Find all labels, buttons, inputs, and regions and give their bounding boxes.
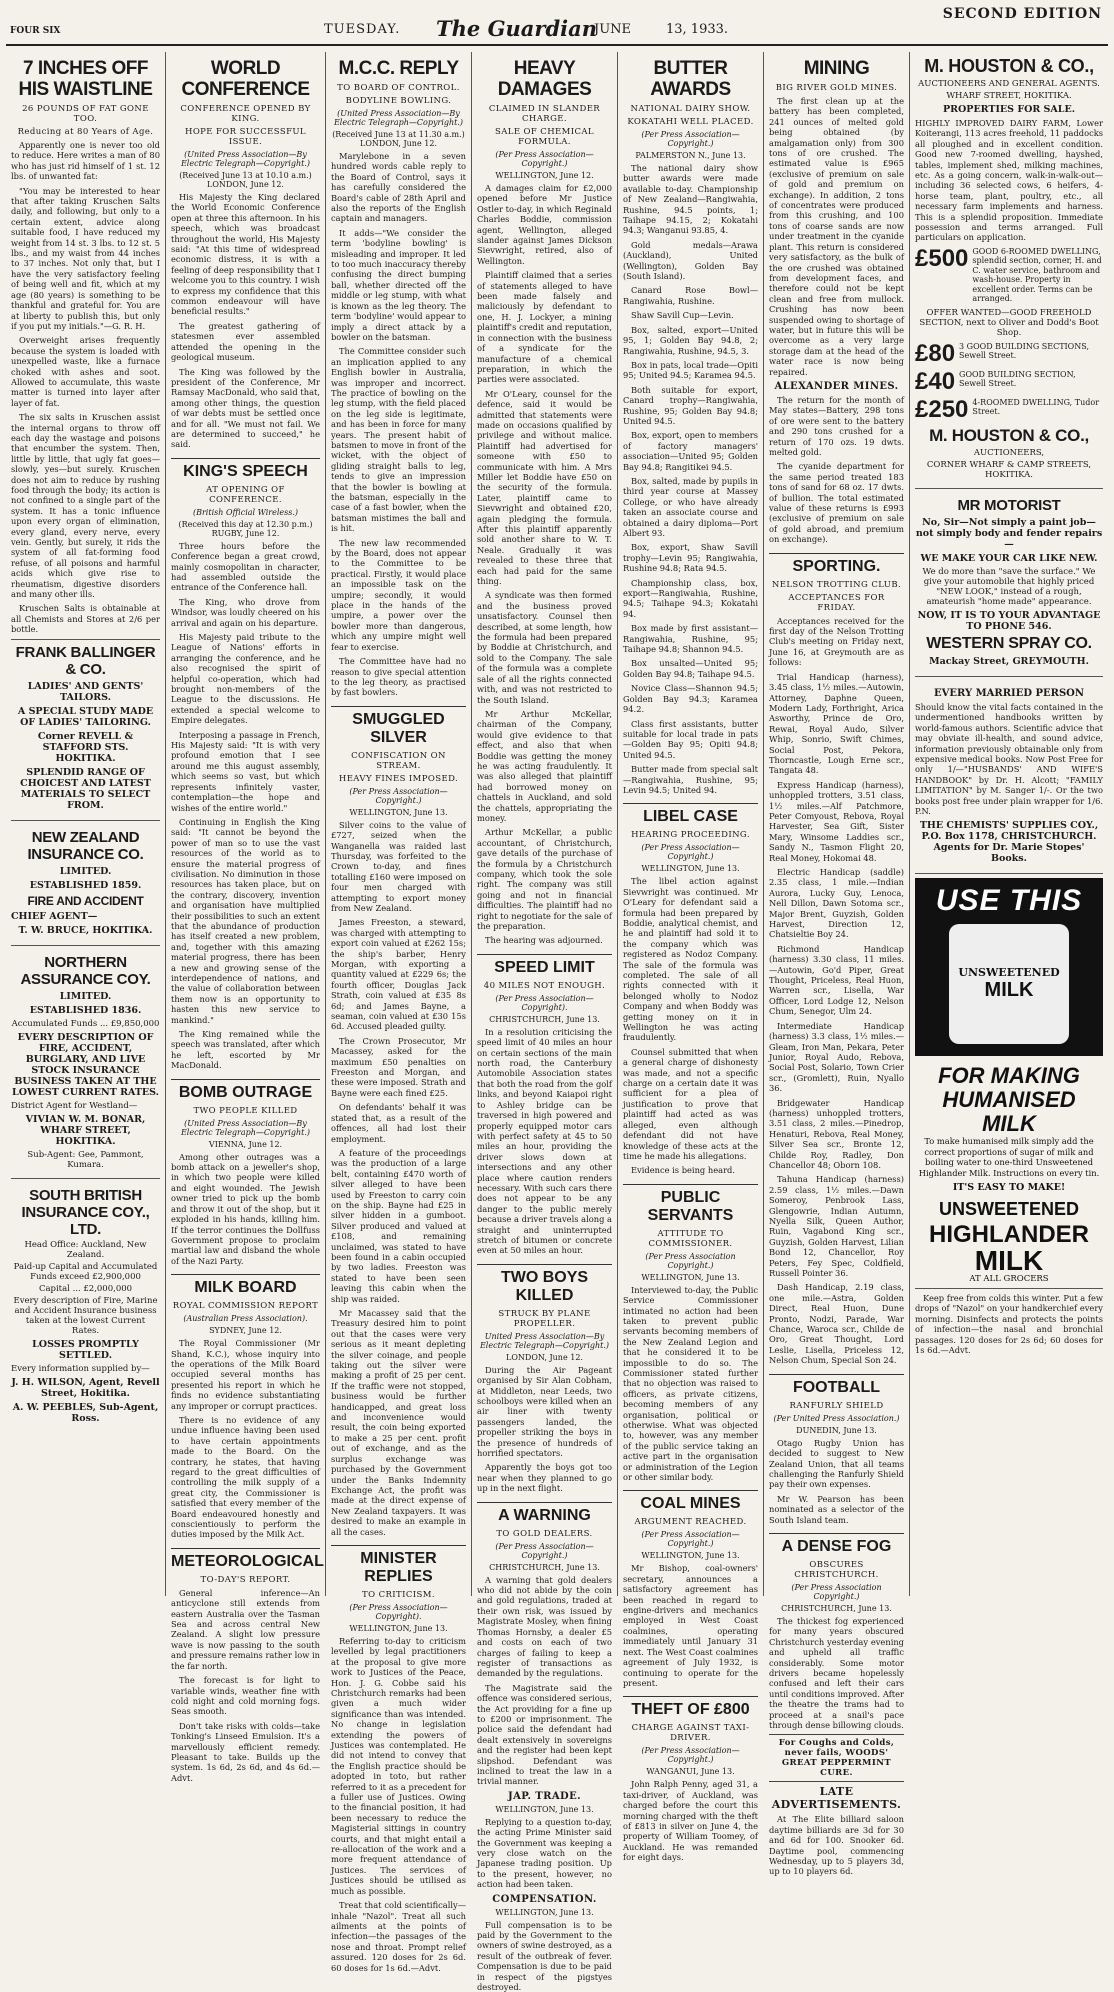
article-paragraph: Don't take risks with colds—take Tonking's Linseed Emulsion. It's a marvellously efficient remedy. Pleasant to take. Builds up the system. 1s 6d, 2s 6d, and 4s 6d.—Advt. (171, 1720, 320, 1783)
byline: (United Press Association—By Electric Telegraph—Copyright.) (333, 109, 464, 127)
dateline: WELLINGTON, June 13. (641, 864, 740, 874)
subhead: ROYAL COMMISSION REPORT (172, 1301, 319, 1312)
advert-line: Every description of Fire, Marine and Accident Insurance business taken at the lowest Current Rates. (13, 1295, 158, 1336)
article-paragraph: During the Air Pageant organised by Sir Alan Cobham, at Middleton, near Leeds, two schoolboys were killed when an air liner with twenty passengers landed, the propeller striking the boys in the presence of hundreds of horrified spectators. (477, 1364, 612, 1459)
dateline: PALMERSTON N., June 13. (635, 151, 746, 160)
advert-line: AUCTIONEERS AND GENERAL AGENTS. (918, 79, 1100, 89)
column-2 (166, 52, 326, 1783)
headline-football: FOOTBALL (769, 1374, 904, 1397)
article-paragraph: Dash Handicap, 2.19 class, one mile.—Astra, Golden Direct, Real Huon, Dune Pronto, Nodzi, Parade, War Chance, Waroca scr., Childe de Oro, Great Thought, Lord Leslie, Lisella, Priceless 12, Nelson Chum, Special Son 24. (769, 1282, 904, 1366)
subhead: TO BOARD OF CONTROL. (337, 83, 460, 93)
price-description: 3 GOOD BUILDING SECTIONS, Sewell Street. (959, 341, 1089, 361)
headline-public-servants: PUBLIC SERVANTS (623, 1184, 758, 1225)
headline-world-conference: WORLD CONFERENCE (181, 58, 310, 100)
column-1 (6, 52, 166, 1596)
article-paragraph: Among other outrages was a bomb attack on a jeweller's shop, in which two people were killed and eight wounded. The Jewish owner tried to pick up the bomb and throw it out of the shop, but it exploded in his hands, killing him. If the terror continues the Dollfuss Government propose to proclaim martial law and disband the whole of the Nazi Party. (171, 1151, 320, 1266)
article-paragraph: There is no evidence of any undue influence having been used to have certain appointments made to the Board. On the contrary, he states, that having regard to the great difficulties of controlling the milk supply of a great city, the Commissioner is satisfied that every member of the Board endeavoured honestly and conscientiously to perform the duties imposed by the Milk Act. (171, 1414, 320, 1540)
advert-title: M. HOUSTON & CO., (924, 56, 1094, 76)
dateline: WELLINGTON, June 13. (641, 1272, 740, 1282)
article-paragraph: A feature of the proceedings was the production of a large belt, containing £470 worth of silver alleged to have been used by Freeston to carry coin on the ship. Bayne had £25 in silver hidden in a gumboot. Silver produced and valued at £108, and remaining unclaimed, was stated to have been found in a cabin occupied by two ladies. Freeston was stated to have been seen leaving this cabin when the ship was raided. (331, 1147, 466, 1304)
article-paragraph: The return for the month of May states—Battery, 298 tons of ore were sent to the battery and 290 tons crushed for a return of 170 ozs. 19 dwts. melted gold. (769, 394, 904, 457)
article-paragraph: The first clean up at the battery has been completed, 241 ounces of melted gold being obtained (by amalgamation only) from 300 tons of ore crushed. The estimated value is £965 (exclusive of premium on sale of gold and premium on exchange). In addition, 2 tons of concentrates were produced from this crushing, and 100 tons of coarse sands are now under treatment in the cyanide plant. This return is considered very satisfactory, as the bulk of the ore crushed was obtained from development faces, and therefore could not be kept clean and free from mullock. Crushing has now been suspended owing to shortage of water, but in future this will be overcome as a very large storage dam at the head of the water race is now being repaired. (769, 96, 904, 377)
price: £80 (915, 339, 956, 367)
advert-line: District Agent for Westland— (11, 1100, 138, 1111)
article-paragraph: It adds—"We consider the term 'bodyline bowling' is misleading and improper. It led to too much inaccuracy thereby confusing the direct bumping ball, whether directed off the middle or leg stump, with what is known as the leg theory. The term 'bodyline' would appear to imply a direct attack by a bowler on the batsman. (331, 227, 466, 342)
advert-line: IT'S EASY TO MAKE! (952, 1181, 1066, 1193)
subhead: CONFERENCE OPENED BY KING. (180, 104, 311, 124)
article-paragraph: Box, export, open to members of factory managers' association—United 95; Golden Bay 94.8; Rangitikei 94.5. (623, 430, 758, 472)
article-paragraph: Mr Bishop, coal-owners' secretary, announces a satisfactory agreement has been reached in regard to engine-drivers and mechanics employed in West Coast coalmines, operating immediately until January 31 next. The West Coast coalmines agreement of July 1932, is continuing to operate for the present. (623, 1563, 758, 1688)
advert-paragraph: HIGHLY IMPROVED DAIRY FARM, Lower Koiterangi, 113 acres freehold, 11 paddocks all ploughed and in excellent condition. Good new 7-roomed dwelling, hayshed, tables, implement shed, milking machines, etc. As a going concern, walk-in-walk-out—including 36 selected cows, 6 heifers, 4-horse team, plant, poultry, etc., all necessary farm implements and harness. This is a splendid proposition. Immediate possession and terms arranged. Full particulars on application. (915, 118, 1103, 243)
advert-highlander-milk-text (915, 1060, 1103, 1288)
article-paragraph: Box, salted, export—United 95, 1; Golden Bay 94.8, 2; Rangiwahia, Rushine, 94.5, 3. (623, 324, 758, 356)
advert-highlander-milk (915, 878, 1103, 1056)
masthead (6, 4, 1108, 46)
article-paragraph: Otago Rugby Union has decided to suggest to New Zealand Union, that all teams challenging the Ranfurly Shield pay their own expenses. (769, 1437, 904, 1490)
byline: (Per Press Association Copyright.) (645, 1251, 736, 1270)
advert-line: Head Office: Auckland, New Zealand. (24, 1239, 147, 1260)
article-paragraph: On defendants' behalf it was stated that, as a result of the offences, all had lost their employment. (331, 1102, 466, 1144)
subhead: TO CRITICISM. (362, 1589, 435, 1600)
advert-title: MR MOTORIST (957, 496, 1061, 514)
subhead: HOPE FOR SUCCESSFUL ISSUE. (185, 127, 306, 147)
article-paragraph: Electric Handicap (saddle) 2.35 class, 1 mile.—Indian Aurora, Lucky Guy, Lenoca, Nell Dillon, Dawn Sotoma scr., Major Brent, Guyzish, Golden Harvest, Direction 12, Chatsieltie Boy 24. (769, 867, 904, 940)
article-paragraph: The hearing was adjourned. (485, 935, 603, 946)
article-paragraph: The greatest gathering of statesmen ever assembled attended the opening in the geological museum. (171, 320, 320, 363)
advert-line: WE MAKE YOUR CAR LIKE NEW. (920, 552, 1098, 564)
subhead: SALE OF CHEMICAL FORMULA. (495, 127, 594, 147)
advert-line: VIVIAN W. M. BONAR, WHARF STREET, HOKITIKA. (25, 1113, 146, 1147)
article-paragraph: Both suitable for export, Canard trophy—Rangiwahia, Rushine, 95; Golden Bay 94.8; United 94.5. (623, 384, 758, 426)
subhead: 40 MILES NOT ENOUGH. (483, 980, 606, 991)
advert-paragraph: Keep free from colds this winter. Put a few drops of "Nazol" on your handkerchief every morning. Disinfects and protects the points of infection—the nasal and bronchial passages. 120 doses for 2s 6d; 60 doses for 1s 6d.—Advt. (915, 1288, 1103, 1355)
article-paragraph: Acceptances received for the first day of the Nelson Trotting Club's meeting on Friday next, June 16, at Greymouth are as follows: (769, 615, 904, 668)
article-paragraph: A syndicate was then formed and the business proved unsatisfactory. Counsel then described, at some length, how the formula had been prepared by Boddie at Christchurch, and sold to the Company. The sale of the formula was a complete sale of all the rights connected with, and was not restricted to the South Island. (477, 590, 612, 705)
headline-coal-mines: COAL MINES (623, 1490, 758, 1513)
advert-line: We do more than "save the surface." We give your automobile that highly priced "NEW LOOK," instead of a rough, amateurish "home made" appearance. (922, 566, 1096, 607)
advert-line: SPLENDID RANGE OF CHOICEST AND LATEST MATERIALS TO SELECT FROM. (20, 766, 151, 811)
advert-nz-insurance (11, 825, 160, 946)
article-paragraph: Box, export, Shaw Savill trophy—Levin 95; Rangiwahia, Rushine 94.8; Rata 94.5. (623, 542, 758, 574)
price-description: GOOD BUILDING SECTION, Sewell Street. (959, 369, 1076, 389)
article-paragraph: Silver coins to the value of £727, seized when the Wanganella was raided last Thursday, was forfeited to the Crown to-day, and fines totalling £160 were imposed on four men charged with attempting to export money from New Zealand. (331, 819, 466, 913)
article-paragraph: The libel action against Sievwright was continued. Mr O'Leary for defendant said a formula had been prepared by Boddie, analytical chemist, and he and plaintiff had sold it to the company which was registered as Nodoz Company. The sale of the formula was completed. The sale of all rights connected with it belonged wholly to Nodoz Company and when Boddy was getting money on it in Wellington he was acting fraudulently. (623, 876, 758, 1043)
byline: (Per Press Association—Copyright.) (349, 786, 448, 805)
article-paragraph: Novice Class—Shannon 94.5; Golden Bay 94.3; Karamea 94.2. (623, 683, 758, 715)
headline-waistline: 7 INCHES OFF HIS WAISTLINE (18, 58, 153, 100)
article-paragraph: Apparently one is never too old to reduce. Here writes a man of 80 who has just rid himself of 1 st. 12 lbs. of unwanted fat: (11, 140, 160, 182)
article-paragraph: Box, salted, made by pupils in third year course at Massey College, or who have already taken an associate course and obtained a dairy diploma—Port Albert 93. (623, 475, 758, 538)
subhead: ATTITUDE TO COMMISSIONER. (648, 1228, 733, 1249)
dateline: LONDON, June 12. (506, 1352, 583, 1362)
subhead: TO GOLD DEALERS. (496, 1528, 593, 1539)
advert-line: ESTABLISHED 1836. (29, 1004, 142, 1016)
advert-title: M. HOUSTON & CO., (929, 425, 1089, 445)
advert-line: LIMITED. (59, 865, 112, 877)
article-paragraph: His Majesty the King declared the World Economic Conference open at three this afternoon. In his speech, which was broadcast throughout the world, His Majesty said: "At this time of widespread economic distress, it is with a feeling of deep responsibility that I welcome you to this country. I wish to express my confidence that this common endeavour will have beneficial results." (171, 192, 320, 317)
subhead: AT OPENING OF CONFERENCE. (206, 484, 285, 505)
advert-line: UNSWEETENED (938, 1198, 1079, 1219)
headline-libel-case: LIBEL CASE (623, 803, 758, 826)
article-paragraph: John Ralph Penny, aged 31, a taxi-driver, of Auckland, was charged before the court this morning charged with the theft of £813 in silver on June 4, the property of William Toomey, of Auckland. He was remanded for eight days. (623, 1779, 758, 1863)
article-paragraph: Interviewed to-day, the Public Service Commissioner intimated no action had been taken to prevent public servants becoming members of the New Zealand Legion and that he considered it to be impossible to do so. The Commissioner stated further that no objection was raised to officers, as private citizens, becoming members of any organisation, political or otherwise. What was objected to, however, was any member of the public service taking an active part in the organisation or administration of the Legion or other similar body. (623, 1284, 758, 1483)
advert-paragraph: To make humanised milk simply add the correct proportions of sugar of milk and boiling water to one-third Unsweetened Highlander Milk. Instructions on every tin. (918, 1136, 1100, 1178)
headline-late-advertisements: LATE ADVERTISEMENTS. (771, 1785, 902, 1812)
headline-sporting: SPORTING. (769, 553, 904, 576)
subhead: OBSCURES CHRISTCHURCH. (794, 1559, 879, 1580)
byline: (United Press Association—By Electric Telegraph—Copyright.) (180, 150, 311, 168)
byline: (Per Press Association—Copyright.) (495, 1541, 594, 1560)
advert-line: OFFER WANTED—GOOD FREEHOLD SECTION, next to Oliver and Dodd's Boot Shop. (919, 307, 1099, 338)
advert-title: NEW ZEALAND INSURANCE CO. (27, 828, 144, 863)
advert-line: WHARF STREET, HOKITIKA. (946, 91, 1072, 101)
article-paragraph: Shaw Savill Cup—Levin. (631, 310, 734, 321)
article-paragraph: Bridgewater Handicap (harness) unhoppled trotters, 3.51 class, 2 miles.—Pinedrop, Henaturi, Rebova, Real Money, Silver Sea scr., Bronte 12, Childe Roy, Radley, Don Chancellor 48; Oborn 108. (769, 1097, 904, 1170)
headline-kings-speech: KING'S SPEECH (171, 458, 320, 481)
advert-line: Sub-Agent: Gee, Pammont, Kumara. (27, 1149, 144, 1170)
price-description: 4-ROOMED DWELLING, Tudor Street. (972, 397, 1100, 417)
article-paragraph: The Crown Prosecutor, Mr Macassey, asked for the maximum £50 penalties on Freeston and Morgan, and these were imposed. Strath and Bayne were each fined £25. (331, 1035, 466, 1098)
article-paragraph: Continuing in English the King said: "It cannot be beyond the power of man so to use the vast resources of the world as to ensure the material progress of civilisation. No diminution in those resources has taken place, but on the contrary, discovery, invention and organisation have multiplied their possibilities to such an extent that the abundance of production has itself created a new problem, and, together with this amazing material progress, there has been a new and growing sense of the interdependence of nations, and the value of collaboration between them now is an opportunity to hasten this new service to mankind." (171, 816, 320, 1025)
article-paragraph: Canard Rose Bowl—Rangiwahia, Rushine. (623, 285, 758, 306)
dateline: WELLINGTON, June 13. (349, 807, 448, 817)
headline-theft: THEFT OF £800 (623, 1696, 758, 1719)
advert-line: MILK (974, 1244, 1044, 1276)
article-paragraph: Apparently the boys got too near when they planned to go up in the next flight. (477, 1462, 612, 1494)
masthead-month: JUNE (594, 22, 632, 37)
column-7 (910, 52, 1108, 1596)
dateline: WELLINGTON, June 13. (495, 1907, 594, 1917)
dateline: WELLINGTON, June 12. (495, 171, 594, 180)
advert-northern-assurance (11, 950, 160, 1179)
dateline: WELLINGTON, June 13. (495, 1804, 594, 1814)
dateline: CHRISTCHURCH, June 13. (781, 1603, 892, 1613)
advert-title: WESTERN SPRAY CO. (926, 634, 1092, 652)
article-paragraph: Mr W. Pearson has been nominated as a selector of the South Island team. (769, 1493, 904, 1525)
advert-ballinger (11, 639, 160, 821)
advert-title: USE THIS (935, 884, 1083, 918)
column-4 (472, 52, 618, 1992)
article-paragraph: Box in pats, local trade—Opiti 95; United 94.5; Karamea 94.5. (623, 359, 758, 381)
article-paragraph: The forecast is for light to variable winds, weather fine with cold night and cold morning fogs. Seas smooth. (171, 1675, 320, 1717)
headline-speed-limit: SPEED LIMIT (477, 954, 612, 977)
subhead: HEAVY FINES IMPOSED. (338, 773, 459, 784)
article-paragraph: Richmond Handicap (harness) 3.30 class, 11 miles.—Autowin, Go'd Piper, Great Thought, Priceless, Real Huon, Warren scr., Lisella, War Officer, Lord Lodge 12, Nelson Chum, Senegor, Ulm 24. (769, 943, 904, 1017)
article-paragraph: The six salts in Kruschen assist the internal organs to throw off each day the wastage and poisons that encumber the system. Then, little by little, that ugly fat goes—slowly, yes—but surely. Kruschen does not aim to reduce by rushing food through the body; its action is not confined to a single part of the system. It has a tonic influence upon every organ of elimination, every gland, every nerve, every vein. Gently, but surely, it rids the system of all fat-forming food refuse, of all poisons and harmful acids which give rise to rheumatism, digestive disorders and many other ills. (11, 412, 160, 600)
advert-line: T. W. BRUCE, HOKITIKA. (18, 924, 153, 936)
article-paragraph: At The Elite billiard saloon daytime billiards are 3d for 30 and 6d for 100. Snooker 6d. Daytime pool, commencing Wednesday, up to 5 players 3d, up to 10 players 6d. (769, 1814, 904, 1877)
article-paragraph: Evidence is being heard. (631, 1165, 735, 1176)
subhead: Reducing at 80 Years of Age. (17, 127, 154, 137)
advert-married-person (915, 681, 1103, 874)
article-paragraph: "You may be interested to hear that after taking Kruschen Salts daily, and following, but only to a certain extent, advice along suitable food, I have reduced my weight from 14 st. 3 lbs. to 12 st. 5 lbs., and my waist from 44 inches to 37 inches. Not only that, but I have the very satisfactory feeling of being well and fit, which at my age (80 years) is something to be thankful and grateful for. You are at liberty to publish this, but only if you put my initials."—G. R. H. (11, 185, 160, 331)
article-paragraph: Intermediate Handicap (harness) 3.3 class, 1½ miles.—Gleam, Iron Man, Pekara, Peter Junior, Royal Audo, Rebova, Social Post, Solario, Town Crier scr., (Gromlett), Ruin, Nyallo 36. (769, 1020, 904, 1094)
article-paragraph: Plaintiff claimed that a series of statements alleged to have been made falsely and maliciously by defendant to one, H. J. Lockyer, a mining plaintiff's credit and reputation, in connection with the business of a syndicate for the manufacture of a chemical preparation, in which the parties were associated. (477, 270, 612, 385)
byline: (Per Press Association Copyright.) (791, 1582, 882, 1601)
subhead: CLAIMED IN SLANDER CHARGE. (488, 104, 601, 124)
can-label: UNSWEETENED (958, 966, 1060, 980)
article-paragraph: Overweight arises frequently because the system is loaded with unexpelled waste, like a furnace choked with ashes and soot. Allowed to accumulate, this waste matter is turned into layer after layer of fat. (11, 335, 160, 408)
advert-line: J. H. WILSON, Agent, Revell Street, Hokitika. (11, 1376, 160, 1399)
advert-line: Paid-up Capital and Accumulated Funds exceed £2,900,000 (13, 1261, 158, 1282)
headline-butter-awards: BUTTER AWARDS (650, 58, 731, 100)
byline: (Per Press Association—Copyright.) (641, 130, 740, 148)
advert-title: FRANK BALLINGER & CO. (15, 643, 156, 678)
dateline: WANGANUI, June 13. (646, 1767, 735, 1777)
subhead: HEARING PROCEEDING. (631, 830, 750, 841)
article-paragraph: The Committee consider such an implication applied to any English bowler in Australia, was improper and incorrect. The practice of bowling on the leg stump, with the field placed on the leg side is legitimate, and has been in force for many years. The present habit of batsmen to move in front of the wicket, with the object of gliding straight balls to leg, tends to give an impression that the bowler is bowling at the batsman, especially in the case of a fast bowler, when the batsman mistimes the ball and is hit. (331, 346, 466, 534)
advert-title: SOUTH BRITISH INSURANCE COY., LTD. (21, 1186, 150, 1238)
headline-bomb-outrage: BOMB OUTRAGE (171, 1079, 320, 1102)
article-paragraph: Counsel submitted that when a general charge of dishonesty was made, and not a specific charge on a certain date it was sufficient for a plea of justification to prove that plaintiff had acted as was alleged, even although defendant did not have knowledge of these acts at the time he made his allegations. (623, 1046, 758, 1161)
advert-line: NOW, IT IS TO YOUR ADVANTAGE TO PHONE 546. (917, 609, 1101, 632)
dateline: (Received June 13 at 10.10 a.m.) LONDON, June 12. (179, 171, 312, 189)
price: £40 (915, 367, 956, 395)
advert-line: LIMITED. (59, 990, 112, 1002)
dateline: SYDNEY, June 12. (209, 1326, 282, 1336)
article-paragraph: Box made by first assistant—Rangiwahia, Rushine, 95; Taihape 94.8; Shannon 94.5. (623, 623, 758, 655)
dateline: VIENNA, June 12. (208, 1139, 283, 1149)
advert-line: Every information supplied by— (11, 1363, 150, 1374)
article-paragraph: Box unsalted—United 95; Golden Bay 94.8; Taihape 94.5. (623, 658, 758, 679)
advert-line: Accumulated Funds ... £9,850,000 (11, 1018, 160, 1029)
headline-smuggled-silver: SMUGGLED SILVER (331, 706, 466, 747)
article-paragraph: Trial Handicap (harness), 3.45 class, 1½ miles.—Autowin, Attorney, Daphne Queen, Modern Lady, Forthright, Arica Asworthy, Prince de Oro, Rewai, Royal Audo, Silver Whip, Sonrio, Swift Chimes, Social Post, Pekora, Thorncastle, Lough Erne scr., Tangata 48. (769, 671, 904, 776)
byline: (Per Press Association—Copyright). (495, 993, 594, 1012)
byline: (Per Press Association—Copyright.) (495, 150, 594, 168)
article-paragraph: Mr O'Leary, counsel for the defence, said it would be admitted that statements were made on occasions qualified by privilege and without malice. Plaintiff had advertised for someone with £50 to communicate with him. A Mrs Miller let Boddie have £50 on the security of the formula. Later, plaintiff came to Sievwright and obtained £20, again pledging the formula. After this plaintiff apparently sold another share to W. T. Neale. Gradually it was revealed to these three that each had paid for the same thing. (477, 388, 612, 587)
headline-two-boys-killed: TWO BOYS KILLED (477, 1264, 612, 1305)
subhead: TO-DAY'S REPORT. (200, 1574, 291, 1585)
byline: United Press Association—By Electric Telegraph—Copyright.) (479, 1331, 610, 1350)
masthead-day: TUESDAY. (324, 22, 401, 37)
dateline: CHRISTCHURCH, June 13. (489, 1014, 600, 1024)
dateline: (Received June 13 at 11.30 a.m.) LONDON, June 12. (332, 130, 465, 148)
byline: (Per Press Association—Copyright.) (641, 1746, 740, 1765)
subhead: NATIONAL DAIRY SHOW. (630, 104, 751, 114)
dateline: WELLINGTON, June 13. (349, 1623, 448, 1633)
article-paragraph: Marylebone in a seven hundred words cable reply to the Board of Control, says it has carefully considered the Board's cable of 28th April and also the reports of the English captain and managers. (331, 151, 466, 224)
article-paragraph: Championship class, box, export—Rangiwahia, Rushine, 94.5; Taihape 94.3; Kokatahi 94. (623, 577, 758, 619)
headline-mcc-reply: M.C.C. REPLY (338, 58, 459, 79)
article-paragraph: Tahuna Handicap (harness) 2.59 class, 1½ miles.—Dawn Someroy, Penbrook Lass, Glengowrie, Indian Autumn, Nyella Silk, Queen Author, Ruin, Vagabond King scr., Guyzish, Golden Harvest, Lilian Bond 12, Chancellor, Roy Peters, Fey Spec, Coldfield, Russell Pointer 36. (769, 1174, 904, 1279)
advert-south-british (11, 1183, 160, 1433)
article-paragraph: Interposing a passage in French, His Majesty said: "It is with very profound emotion that I see around me this august assembly, which seems so vast, but which represents infinitely vaster, contemplation—the hope and wishes of the entire world." (171, 729, 320, 813)
article-paragraph: The Magistrate said the offence was considered serious, the Act providing for a fine up to £200 or imprisonment. The police said the defendant had dealt extensively in sovereigns and the register had been kept slipshod. Defendant was inclined to treat the law in a trivial manner. (477, 1682, 612, 1787)
subhead: KOKATAHI WELL PLACED. (627, 117, 754, 127)
article-paragraph: In a resolution criticising the speed limit of 40 miles an hour on certain sections of the main north road, the Canterbury Automobile Association states that both the road from the golf links, and beyond Kaiapoi right to Ashley bridge can be traversed in high powered and properly equipped motor cars with perfect safety at 45 to 50 miles an hour, providing the driver slows down at intersections and any other place where caution renders necessary. With such cars there does not appear to be any danger to the public merely because a driver travels along a straight and uninterrupted stretch of bitumen or concrete even at 50 miles an hour. (477, 1026, 612, 1256)
article-paragraph: A warning that gold dealers who did not abide by the coin and gold regulations, traded at their own risk, was issued by Magistrate Mosley, when fining Thomas Hornsby, a dealer £5 and costs on each of two charges of failing to keep a register of transactions as demanded by the regulations. (477, 1574, 612, 1679)
byline: (Per United Press Association.) (773, 1413, 900, 1423)
price-description: GOOD 6-ROOMED DWELLING, splendid section, corner, H. and C. water service, bathroom and wash-house. Property in excellent order. Terms can be arranged. (972, 246, 1102, 304)
advert-line: THE CHEMISTS' SUPPLIES COY., P.O. Box 1178, CHRISTCHURCH. Agents for Dr. Marie Stopes' Books. (919, 820, 1099, 865)
article-paragraph: The Royal Commissioner (Mr Shand, K.C.), whose inquiry into the operations of the Milk Board occupied several months has presented his report in which he finds no evidence substantiating any improper or corrupt practices. (171, 1338, 320, 1411)
article-paragraph: The cyanide department for the same period treated 183 tons of sand for 68 oz. 17 dwts. of bullion. The total estimated value of these returns is £993 (exclusive of premium on sale of gold abroad, and premium on exchange). (769, 461, 904, 545)
advert-line: AUCTIONEERS, (973, 447, 1045, 458)
article-paragraph: James Freeston, a steward, was charged with attempting to export coin valued at £262 15s; the ship's barber, Henry Morgan, with exporting a quantity valued at £229 6s; the fourth officer, Douglas Jack Strath, coin valued at £35 8s 6d; and James Bayne, a seaman, coin valued at £30 15s 6d. Accused pleaded guilty. (331, 917, 466, 1032)
article-paragraph: His Majesty paid tribute to the League of Nations' efforts in arranging the conference, and he also recognised the spirit of helpful co-operation, which had brought non-members of the League to the discussions. He extended a special welcome to Empire delegates. (171, 632, 320, 726)
can-label: MILK (984, 979, 1034, 1002)
column-3 (326, 52, 472, 1973)
advert-line: PROPERTIES FOR SALE. (942, 104, 1076, 115)
article-paragraph: Mr Macassey said that the Treasury desired him to point out that the cases were very serious as it meant depleting the silver coinage, and people taking out the silver were making a profit of 25 per cent. If the traffic were not stopped, business would be further handicapped, and great loss and inconvenience would result, the coin being exported to make a 25 per cent. profit out of exchange, and as the surplus exchange was purchased by the Government under the Banks Indemnity Exchange Act, the profit was made at the direct expense of New Zealand taxpayers. It was desired to make an example in all the cases. (331, 1308, 466, 1537)
subhead: ARGUMENT REACHED. (634, 1517, 747, 1528)
headline-a-warning: A WARNING (477, 1502, 612, 1525)
advert-line: LOSSES PROMPTLY SETTLED. (32, 1338, 139, 1361)
advert-line: CHIEF AGENT— (11, 910, 98, 922)
newspaper-title: The Guardian (436, 16, 597, 41)
article-paragraph: General inference—An anticyclone still extends from eastern Australia over the Tasman Sea and across central New Zealand. A slight low pressure wave is now passing to the south and pressure remains rather low in the far north. (171, 1587, 320, 1671)
byline: (Per Press Association—Copyright). (349, 1602, 448, 1621)
advert-line: LADIES' AND GENTS' TAILORS. (27, 680, 144, 703)
article-paragraph: The Committee have had no reason to give special attention to the leg theory, as practised by fast bowlers. (331, 656, 466, 698)
dateline: WELLINGTON, June 13. (641, 1551, 740, 1561)
dateline: DUNEDIN, June 13. (796, 1425, 877, 1435)
subhead: TWO PEOPLE KILLED (193, 1105, 298, 1116)
column-5 (618, 52, 764, 1863)
advert-line: No, Sir—Not simply a paint job—not simply body and fender repairs— (915, 516, 1103, 550)
price-listing (915, 367, 1103, 395)
article-paragraph: Express Handicap (harness), unhoppled trotters, 3.51 class, 1½ miles.—Alf Patchmore, Peter Comyoust, Rebova, Royal Harvester, Sea Gift, Sister Mary, Winsome Laddies scr., Sandy N., Tasmon Flight 20, Real Money, Hokomai 48. (769, 779, 904, 863)
advert-motorist (915, 493, 1103, 677)
advert-line: A SPECIAL STUDY MADE OF LADIES' TAILORING. (17, 705, 154, 728)
advert-line: CORNER WHARF & CAMP STREETS, HOKITIKA. (926, 459, 1092, 480)
article-paragraph: Gold medals—Arawa (Auckland), United (Wellington), Golden Bay (South Island). (623, 239, 758, 282)
headline-dense-fog: A DENSE FOG (769, 1533, 904, 1556)
advert-title: FOR MAKING HUMANISED MILK (938, 1063, 1080, 1137)
byline: (Per Press Association—Copyright.) (641, 1530, 740, 1549)
headline-compensation: COMPENSATION. (492, 1893, 597, 1905)
price-listing (915, 244, 1103, 304)
masthead-date: 13, 1933. (666, 22, 729, 37)
edition-label: SECOND EDITION (942, 6, 1102, 22)
advert-line: Capital ... £2,000,000 (38, 1283, 133, 1294)
advert-paragraph: Should know the vital facts contained in the undermentioned handbooks written by world-famous authors. Scientific advice that may obviate ill-health, and sound advice, information previously obtainable only from expensive medical books. Now Post Free for only 1/—"HUSBANDS' AND WIFE'S HANDBOOK" by Dr. H. Alcott; "FAMILY LIMITATION" by M. Sanger 1/-. Or the two books post free under plain wrapper for 1/6. P.N. (915, 701, 1103, 816)
article-paragraph: Treat that cold scientifically—inhale "Nazol". Treat all such ailments at the points of infection—the passages of the nose and throat. Prompt relief assured. 120 doses for 2s 6d. 60 doses for 1s 6d.—Advt. (331, 1900, 466, 1973)
headline-minister-replies: MINISTER REPLIES (331, 1545, 466, 1586)
price: £250 (915, 395, 969, 423)
headline-meteorological: METEOROLOGICAL (171, 1548, 320, 1571)
subhead: CONFISCATION ON STREAM. (351, 750, 446, 771)
article-paragraph: The King remained while the speech was translated, after which he left, escorted by Mr MacDonald. (171, 1029, 320, 1071)
column-6 (764, 52, 910, 1877)
article-paragraph: Class first assistants, butter suitable for local trade in pats—Golden Bay 95; Opiti 94.8; United 94.5. (623, 718, 758, 760)
article-paragraph: Replying to a question to-day, the acting Prime Minister said the Government was keeping a very close watch on the Japanese trading position. Up to the present, however, no action had been taken. (477, 1816, 612, 1890)
price: £500 (915, 244, 969, 272)
subhead: BIG RIVER GOLD MINES. (775, 83, 898, 93)
byline: (Australian Press Association). (183, 1314, 308, 1324)
article-paragraph: Arthur McKellar, a public accountant, of Christchurch, gave details of the purchase of the formula by a Christchurch company, which took the sole right. The company was still going and not in financial difficulties. The plaintiff had no right to negotiate for the sale of the preparation. (477, 827, 612, 932)
price-listing (915, 339, 1103, 367)
article-paragraph: The thickest fog experienced for many years obscured Christchurch yesterday evening and upheld all traffic considerably. Some motor drivers became hopelessly confused and left their cars until conditions improved. After the theatre the trams had to proceed at a snail's pace through dense billowing clouds. (769, 1615, 904, 1730)
advert-line: HIGHLANDER (929, 1220, 1089, 1248)
subhead: 26 POUNDS OF FAT GONE TOO. (22, 104, 149, 124)
advert-line: EVERY DESCRIPTION OF FIRE, ACCIDENT, BURGLARY, AND LIVE STOCK INSURANCE BUSINESS TAKEN AT THE LOWEST CURRENT RATES. (12, 1031, 159, 1098)
advert-line: ESTABLISHED 1859. (29, 879, 142, 891)
page-number: FOUR SIX (10, 26, 61, 36)
article-paragraph: Butter made from special salt—Rangiwahia, Rushine, 95; Levin 94.5; United 94. (623, 764, 758, 795)
subhead: STRUCK BY PLANE PROPELLER. (498, 1308, 591, 1329)
headline-jap-trade: JAP. TRADE. (507, 1790, 581, 1802)
columns (6, 52, 1108, 1992)
advert-title: NORTHERN ASSURANCE COY. (20, 953, 151, 988)
article-paragraph: Mr Arthur McKellar, chairman of the Company, would give evidence to that effect, and also that when Boddie was getting the money he was acting fraudulently. It was also alleged that plaintiff had borrowed money on chattels in Auckland, and sold the chattels, appropriating the money. (477, 708, 612, 823)
dateline: (Received this day at 12.30 p.m.) RUGBY, June 12. (178, 519, 313, 538)
price-listing (915, 395, 1103, 423)
advert-line: A. W. PEEBLES, Sub-Agent, Ross. (12, 1401, 159, 1424)
advert-title: EVERY MARRIED PERSON (933, 687, 1085, 699)
article-paragraph: The new law recommended by the Board, does not appear to the Committee to be practical. Firstly, it would place an impossible task on the umpire; secondly, it would place in the hands of the umpire, a power over the bowler more than dangerous, which any umpire might well fear to exercise. (331, 537, 466, 652)
article-paragraph: Three hours before the Conference began a great crowd, mainly cosmopolitan in character, had assembled outside the entrance of the Conference hall. (171, 540, 320, 593)
article-paragraph: The King was followed by the president of the Conference, Mr Ramsay MacDonald, who said that, among other things, the question of war debts must be settled once and for all. "We must not fail. We are determined to succeed," he said. (171, 366, 320, 450)
advert-line: AT ALL GROCERS (969, 1273, 1049, 1284)
article-paragraph: A damages claim for £2,000 opened before Mr Justice Ostler to-day, in which Reginald Charles Boddie, commission agent, Wellington, alleged slander against James Dickson Sievwright, retired, also of Wellington. (477, 183, 612, 266)
article-paragraph: Kruschen Salts is obtainable at all Chemists and Stores at 2/6 per bottle. (11, 603, 160, 635)
article-paragraph: Referring to-day to criticism levelled by legal practitioners at the proposal to give more work to Justices of the Peace, Hon. J. G. Cobbe said his Christchurch remarks had been given a much wider significance than was intended. No change in legislation extending the powers of Justices was contemplated. He did not intend to convey that the English practice should be adopted in toto, but rather referred to it as a precedent for a fuller use of Justices. Owing to the financial position, it had been necessary to reduce the Magisterial sittings in country courts, and that might entail a re-allocation of the work and a more frequent attendance of Justices. The services of Justices should be utilised as much as possible. (331, 1635, 466, 1896)
byline: (United Press Association—By Electric Telegraph—Copyright.) (180, 1118, 311, 1137)
subhead: ACCEPTANCES FOR FRIDAY. (788, 592, 885, 613)
subhead: NELSON TROTTING CLUB. (771, 579, 902, 590)
advert-woods-cure: For Coughs and Colds, never fails, WOODS' GREAT PEPPERMINT CURE. (769, 1734, 904, 1782)
subhead: RANFURLY SHIELD (789, 1400, 884, 1411)
byline: (Per Press Association—Copyright.) (641, 843, 740, 862)
article-paragraph: The King, who drove from Windsor, was loudly cheered on his arrival and again on his departure. (171, 596, 320, 628)
article-paragraph: Full compensation is to be paid by the Government to the owners of swine destroyed, as a result of the outbreak of fever. Compensation is due to be paid in respect of the pigstyes destroyed. (477, 1919, 612, 1992)
dateline: CHRISTCHURCH, June 13. (489, 1562, 600, 1572)
advert-houston (915, 52, 1103, 489)
headline-mining: MINING (803, 58, 870, 79)
milk-can-image (949, 924, 1069, 1044)
subhead: BODYLINE BOWLING. (345, 96, 452, 106)
article-paragraph: The national dairy show butter awards were made available to-day. Championship of New Zealand—Rangiwahia, Rushine, 94.5 points, 1; Taihape 94.15, 2; Kokatahi 94.3; Wanganui 93.85, 4. (623, 163, 758, 236)
headline-alexander-mines: ALEXANDER MINES. (774, 380, 899, 392)
advert-line: Mackay Street, GREYMOUTH. (929, 655, 1089, 667)
byline: (British Official Wireless.) (192, 507, 299, 517)
advert-line: Corner REVELL & STAFFORD STS. HOKITIKA. (37, 730, 134, 764)
headline-heavy-damages: HEAVY DAMAGES (497, 58, 592, 100)
subhead: CHARGE AGAINST TAXI-DRIVER. (631, 1723, 750, 1744)
headline-milk-board: MILK BOARD (171, 1274, 320, 1297)
advert-line: FIRE AND ACCIDENT (27, 893, 144, 908)
